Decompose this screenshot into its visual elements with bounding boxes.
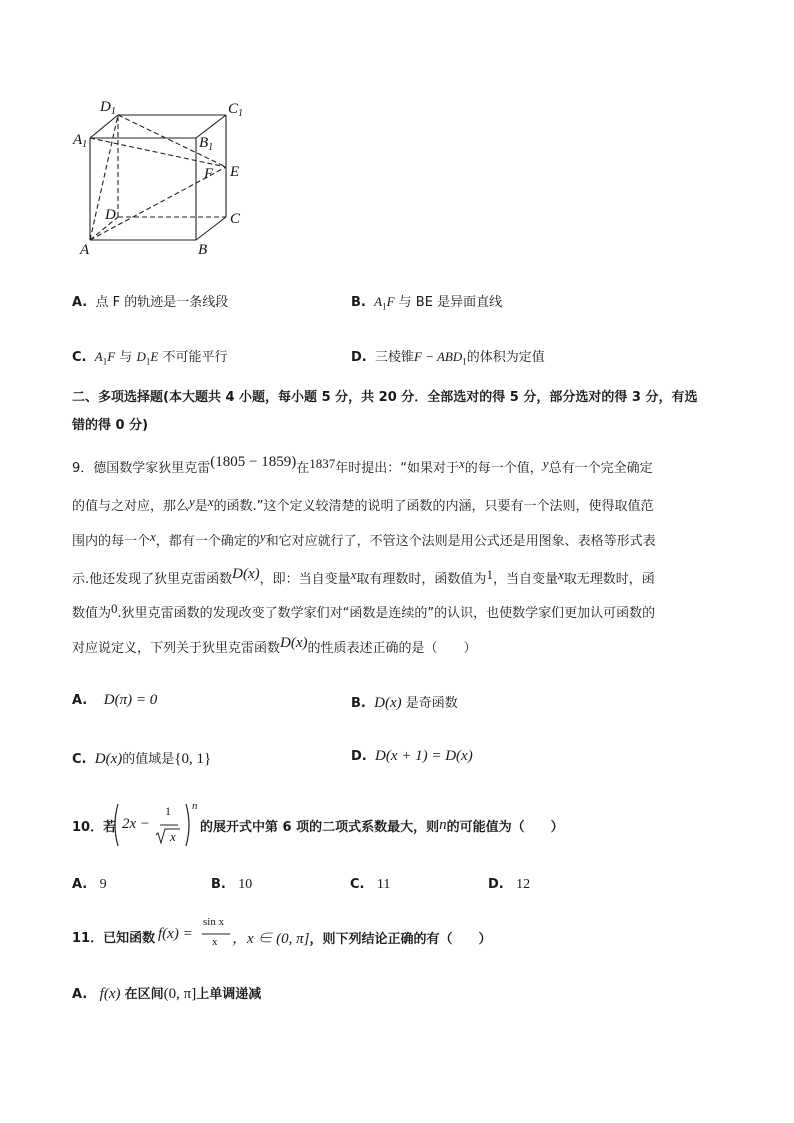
math-zero: 0 (111, 601, 118, 616)
label-B: B (198, 242, 208, 258)
q9-option-a (72, 692, 157, 709)
q10-option-c (350, 877, 390, 893)
q9-text: 和它对应就行了，不管这个法则是用公式还是用图象、表格等形式表 (265, 534, 656, 549)
label-B1: $B_1$ (199, 135, 214, 153)
option-key: A. (72, 987, 88, 1002)
q11-option-a (72, 983, 261, 1003)
option-key: C. (72, 350, 87, 365)
math-f: F (107, 349, 116, 364)
section-header-line1: 二、多项选择题(本大题共 4 小题，每小题 5 分，共 20 分．全部选对的得 5 分，部分选对的得 3 分，有选 (72, 390, 698, 405)
q9-line3 (72, 531, 722, 552)
math-expr: F − ABD (414, 349, 463, 364)
label-A1: $A_1$ (73, 132, 88, 150)
option-key: B. (351, 696, 366, 711)
label-C: C (230, 211, 241, 227)
q9-text: ，即：当自变量 (259, 572, 351, 587)
q10-exponent: n (192, 800, 198, 812)
option-value: 12 (516, 877, 531, 892)
q9-text: 围内的每一个 (72, 534, 151, 549)
option-text: 不可能平行 (162, 350, 228, 365)
math-sub: 1 (382, 301, 387, 312)
math-x: x (350, 567, 357, 582)
q11-number: 11．已知函数 (72, 931, 156, 946)
q9-text: 的每一个值， (464, 461, 543, 476)
option-pre: 三棱锥 (375, 350, 415, 365)
math-sub: 1 (102, 356, 108, 367)
math-d1: D (136, 349, 146, 364)
hidden-line-D1-E (118, 115, 226, 167)
q10-frac-num: 1 (165, 804, 171, 818)
label-C1: $C_1$ (228, 101, 244, 119)
q8-option-d (351, 346, 545, 367)
q9-text: 取无理数时，函 (563, 572, 655, 587)
option-key: D. (488, 877, 504, 892)
q9-line2 (72, 496, 722, 517)
option-value: 10 (238, 877, 253, 892)
q9-text: 取有理数时，函数值为 (356, 572, 487, 587)
math-one: 1 (486, 567, 493, 582)
math-a1: A (374, 294, 383, 309)
q9-year: 1837 (309, 456, 336, 471)
option-expr: D(π) = 0 (103, 692, 158, 708)
q11-text: ，则下列结论正确的有（ ） (309, 932, 492, 947)
q11-fx: f(x) = (158, 926, 193, 942)
math-x: x (557, 567, 564, 582)
label-E: E (230, 164, 240, 180)
option-key: A. (72, 295, 88, 310)
cube-figure (70, 96, 260, 266)
q9-text: 数值为 (72, 606, 112, 621)
q9-text: ，都有一个确定的 (155, 534, 260, 549)
option-text: 点 F 的轨迹是一条线段 (95, 295, 229, 310)
q9-text: 总有一个完全确定 (548, 461, 653, 476)
q9-text: 的性质表述正确的是（ ） (307, 641, 477, 656)
q9-text: 示.他还发现了狄里克雷函数 (72, 572, 233, 587)
label-A: A (80, 242, 90, 258)
q9-text: 年时提出：“如果对于 (335, 461, 459, 476)
option-text: 是奇函数 (405, 696, 458, 711)
math-f: F (386, 294, 395, 309)
option-expr: f(x) (99, 986, 121, 1002)
option-interval: (0, π] (163, 986, 197, 1002)
option-text: 在区间 (124, 987, 164, 1002)
option-key: A. (72, 693, 88, 708)
option-key: D. (351, 350, 367, 365)
q8-option-b (351, 291, 502, 312)
q9-option-c (72, 748, 211, 768)
option-key: D. (351, 749, 367, 764)
q8-option-c (72, 346, 227, 367)
option-value: 11 (376, 877, 391, 892)
label-F: F (204, 166, 214, 182)
option-mid: 与 (119, 350, 133, 365)
math-dx: D(x) (280, 635, 308, 651)
option-value: 9 (99, 877, 107, 892)
math-n: n (439, 817, 447, 833)
q9-text: 的值与之对应，那么 (72, 499, 190, 514)
label-D1: $D_1$ (100, 99, 116, 117)
option-key: B. (351, 295, 366, 310)
option-key: A. (72, 877, 88, 892)
math-y: y (259, 529, 266, 544)
q10-frac-den: x (170, 829, 176, 844)
section-header-line2: 错的得 0 分) (72, 418, 149, 433)
option-set: {0, 1} (174, 751, 212, 767)
q10-option-d (488, 877, 530, 893)
option-text: 与 BE 是异面直线 (398, 295, 503, 310)
q9-line1 (72, 454, 722, 479)
option-text: 上单调递减 (196, 987, 262, 1002)
option-key: C. (72, 752, 87, 767)
q10-base: 2x − (122, 816, 151, 832)
q9-text: ，当自变量 (492, 572, 558, 587)
q11-domain: ，x ∈ (0, π] (232, 931, 310, 947)
math-dx: D(x) (232, 566, 260, 582)
math-e: E (150, 349, 159, 364)
math-x: x (207, 494, 214, 509)
q10-option-a (72, 877, 107, 893)
q8-option-a (72, 291, 228, 310)
math-a1: A (94, 349, 103, 364)
q10-number: 10．若 (72, 820, 117, 835)
q9-option-b (351, 692, 458, 712)
option-key: C. (350, 877, 365, 892)
q10-option-b (211, 877, 252, 893)
q11-frac-num: sin x (203, 916, 225, 928)
math-x: x (150, 529, 156, 544)
q9-years: (1805 − 1859) (210, 454, 297, 470)
q10-text: 的展开式中第 6 项的二项式系数最大，则 (200, 820, 440, 835)
math-y: y (542, 456, 549, 471)
q9-text: 是 (194, 499, 208, 514)
q9-text: 的函数.”这个定义较清楚的说明了函数的内涵，只要有一个法则，使得取值范 (213, 499, 654, 514)
q9-text: 在 (296, 461, 310, 476)
option-expr: D(x + 1) = D(x) (375, 748, 473, 764)
q9-text: .狄里克雷函数的发现改变了数学家们对“函数是连续的”的认识，也使数学家们更加认可函数的 (117, 606, 656, 621)
option-text: 的值域是 (122, 752, 175, 767)
math-x: x (459, 456, 465, 471)
math-sub: 1 (145, 356, 151, 367)
option-key: B. (211, 877, 226, 892)
q9-line4 (72, 566, 722, 590)
label-D: D (105, 207, 116, 223)
q9-option-d (351, 748, 473, 765)
q11-frac-den: x (212, 936, 218, 948)
q9-text: 9．德国数学家狄里克雷 (72, 461, 211, 476)
math-sub: 1 (462, 356, 467, 367)
q11-fraction-bar (202, 933, 230, 935)
q9-line6 (72, 635, 722, 659)
math-y: y (189, 494, 195, 509)
option-expr: D(x) (374, 695, 402, 711)
q9-line5 (72, 603, 722, 624)
option-text: 的体积为定值 (466, 350, 545, 365)
q9-text: 对应说定义，下列关于狄里克雷函数 (72, 641, 281, 656)
q10-text-end: 的可能值为（ ） (446, 820, 564, 835)
edge-B-C (196, 217, 226, 240)
option-expr: D(x) (94, 751, 123, 767)
